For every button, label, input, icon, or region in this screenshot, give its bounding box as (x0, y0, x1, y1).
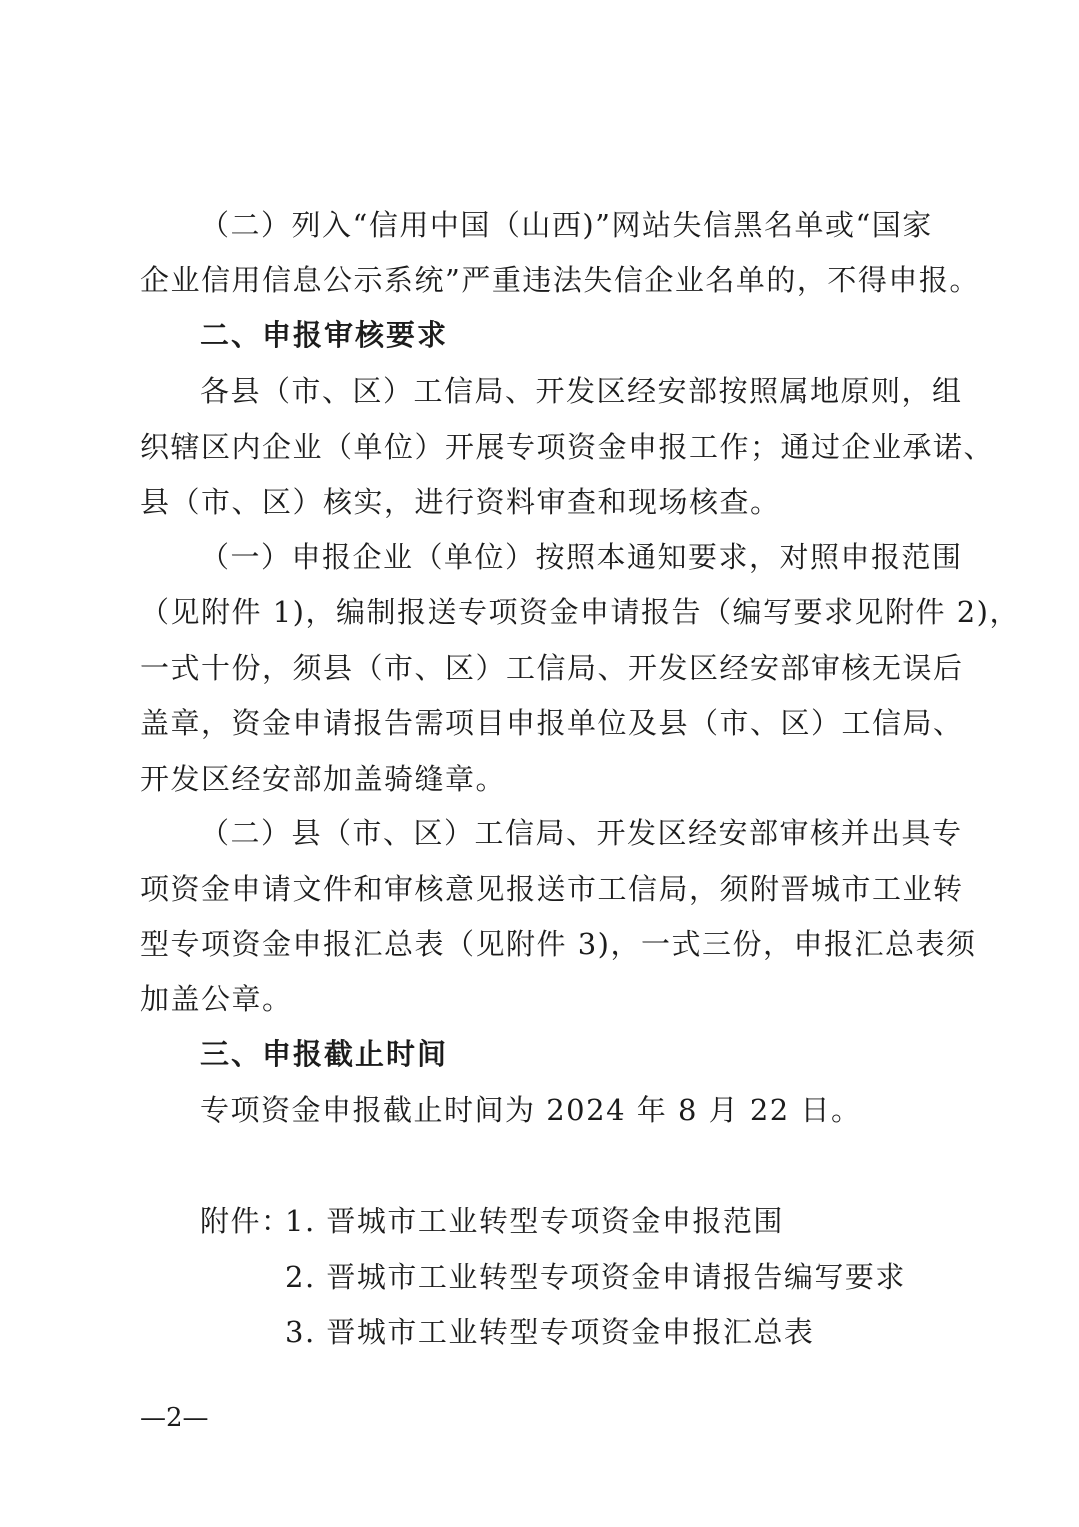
attachments-label: 附件： (200, 1204, 292, 1238)
paragraph-item-1-line-2: （见附件 1)，编制报送专项资金申请报告（编写要求见附件 2)， (140, 595, 1020, 629)
paragraph-deadline: 专项资金申报截止时间为 2024 年 8 月 22 日。 (200, 1093, 862, 1127)
attachment-item-2: 2. 晋城市工业转型专项资金申请报告编写要求 (285, 1260, 906, 1294)
paragraph-item-1-line-3: 一式十份，须县（市、区）工信局、开发区经安部审核无误后 (140, 651, 964, 685)
paragraph-blacklist-line-2: 企业信用信息公示系统”严重违法失信企业名单的，不得申报。 (140, 263, 980, 297)
paragraph-item-2-line-3: 型专项资金申报汇总表（见附件 3)，一式三份，申报汇总表须 (140, 927, 977, 961)
paragraph-item-2-line-4: 加盖公章。 (140, 982, 293, 1016)
section-heading-deadline: 三、申报截止时间 (200, 1037, 449, 1071)
paragraph-item-1-line-1: （一）申报企业（单位）按照本通知要求，对照申报范围 (200, 540, 963, 574)
paragraph-item-2-line-1: （二）县（市、区）工信局、开发区经安部审核并出具专 (200, 816, 963, 850)
paragraph-review-line-2: 织辖区内企业（单位）开展专项资金申报工作；通过企业承诺、 (140, 430, 995, 464)
paragraph-item-2-line-2: 项资金申请文件和审核意见报送市工信局，须附晋城市工业转 (140, 872, 964, 906)
section-heading-review-requirements: 二、申报审核要求 (200, 318, 449, 352)
paragraph-review-line-1: 各县（市、区）工信局、开发区经安部按照属地原则，组 (200, 374, 963, 408)
page-number: —2— (140, 1403, 209, 1433)
paragraph-item-1-line-5: 开发区经安部加盖骑缝章。 (140, 762, 507, 796)
paragraph-item-1-line-4: 盖章，资金申请报告需项目申报单位及县（市、区）工信局、 (140, 706, 964, 740)
paragraph-blacklist-line-1: （二）列入“信用中国（山西)”网站失信黑名单或“国家 (200, 208, 933, 242)
attachment-item-3: 3. 晋城市工业转型专项资金申报汇总表 (285, 1315, 815, 1349)
attachment-item-1: 1. 晋城市工业转型专项资金申报范围 (285, 1204, 784, 1238)
paragraph-review-line-3: 县（市、区）核实，进行资料审查和现场核查。 (140, 485, 781, 519)
